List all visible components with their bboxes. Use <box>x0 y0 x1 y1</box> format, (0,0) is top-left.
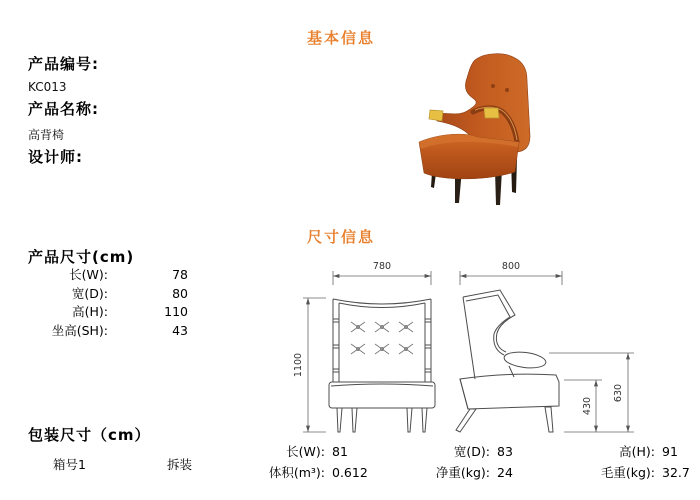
side-chair-outline <box>456 290 559 432</box>
pkg-spec-net-weight <box>402 465 513 481</box>
size-value: 78 <box>172 267 188 282</box>
box-number-label: 箱号1 <box>53 457 86 472</box>
pkg-spec-label: 宽(D): <box>453 444 490 459</box>
product-size-table <box>30 266 188 340</box>
pkg-spec-label: 毛重(kg): <box>600 465 655 480</box>
tuft-button <box>505 88 509 92</box>
package-size-title: 包装尺寸（cm） <box>28 426 151 444</box>
pkg-spec-label: 体积(m³): <box>268 465 325 480</box>
size-row-width <box>30 285 188 304</box>
front-width-dim: 780 <box>372 261 392 272</box>
product-size-title: 产品尺寸(cm) <box>28 248 135 266</box>
size-label: 坐高(SH): <box>51 322 108 338</box>
size-info-title: 尺寸信息 <box>307 228 376 246</box>
size-label: 高(H): <box>72 304 108 319</box>
pkg-spec-value: 91 <box>662 444 678 459</box>
front-height-dim: 1100 <box>293 352 304 378</box>
size-value: 80 <box>172 285 188 301</box>
gold-arm-tip-left <box>429 110 443 121</box>
pkg-spec-value: 81 <box>332 444 348 459</box>
pkg-spec-value: 0.612 <box>332 465 368 480</box>
basic-info-title: 基本信息 <box>307 29 376 47</box>
side-arm-height-dim: 630 <box>613 383 624 403</box>
pkg-spec-length <box>237 444 348 460</box>
pkg-spec-value: 32.7 <box>662 465 690 480</box>
product-photo <box>413 50 548 208</box>
designer-label: 设计师: <box>28 148 83 166</box>
product-no-value: KC013 <box>28 80 67 94</box>
front-view-drawing <box>292 255 442 435</box>
product-name-value: 高背椅 <box>28 128 65 142</box>
assembly-type-label: 拆装 <box>167 457 193 472</box>
gold-arm-tip-right <box>484 108 499 118</box>
pkg-spec-label: 净重(kg): <box>435 465 490 480</box>
product-name-label: 产品名称: <box>28 100 99 118</box>
size-label: 宽(D): <box>71 285 108 301</box>
size-value: 110 <box>164 304 188 319</box>
pkg-spec-label: 长(W): <box>286 444 325 459</box>
pkg-spec-volume <box>237 465 368 481</box>
pkg-spec-width <box>402 444 513 460</box>
side-view-drawing <box>452 255 647 435</box>
front-chair-outline <box>329 299 435 432</box>
pkg-spec-height <box>567 444 678 460</box>
side-depth-dim: 800 <box>501 261 521 272</box>
size-value: 43 <box>172 322 188 338</box>
size-row-length <box>30 266 188 285</box>
size-row-seat-height <box>30 322 188 341</box>
size-label: 长(W): <box>69 267 108 282</box>
tuft-button <box>491 84 495 88</box>
size-row-height <box>30 303 188 322</box>
side-seat-height-dim: 430 <box>582 396 593 416</box>
pkg-spec-value: 24 <box>497 465 513 480</box>
pkg-spec-value: 83 <box>497 444 513 459</box>
product-no-label: 产品编号: <box>28 55 99 73</box>
pkg-spec-label: 高(H): <box>619 444 655 459</box>
pkg-spec-gross-weight <box>567 465 690 481</box>
